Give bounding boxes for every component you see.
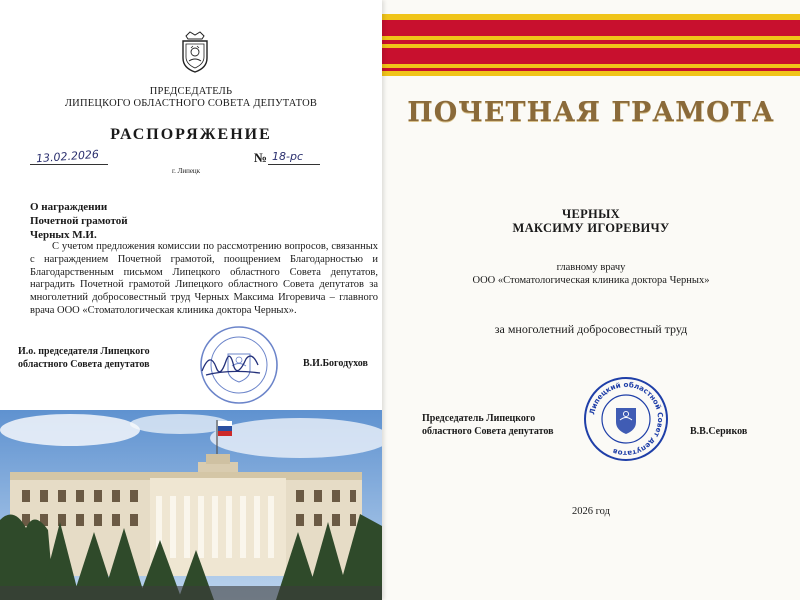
order-city: г. Липецк — [172, 167, 201, 175]
order-signer-role — [18, 345, 150, 371]
building-photo — [0, 410, 382, 600]
signer-role-line: Председатель Липецкого — [422, 413, 536, 424]
recipient-surname: ЧЕРНЫХ — [562, 207, 620, 221]
recipient-given-names: МАКСИМУ ИГОРЕВИЧУ — [512, 221, 670, 235]
order-title: РАСПОРЯЖЕНИЕ — [110, 126, 272, 143]
seal-text: Липецкий областной Совет депутатов — [587, 379, 666, 459]
number-sign: № — [254, 150, 268, 165]
signer-role-line: областного Совета депутатов — [18, 359, 150, 370]
certificate-signer-role — [422, 412, 554, 438]
certificate-signer-name: В.В.Сериков — [690, 426, 748, 437]
signer-role-line: И.о. председателя Липецкого — [18, 346, 150, 357]
subject-line: Черных М.И. — [30, 229, 97, 241]
award-reason: за многолетний добросовестный труд — [494, 322, 688, 336]
certificate-year: 2026 год — [572, 506, 610, 517]
signer-role-line: областного Совета депутатов — [422, 426, 554, 437]
chair-title-line1: ПРЕДСЕДАТЕЛЬ — [149, 86, 233, 97]
order-document — [0, 0, 382, 600]
recipient-position: главному врачу — [556, 262, 626, 273]
number-underline — [268, 164, 320, 165]
chair-title-line2: ЛИПЕЦКОГО ОБЛАСТНОГО СОВЕТА ДЕПУТАТОВ — [64, 98, 318, 109]
order-body: С учетом предложения комиссии по рассмотрению вопросов, связанных с награждением Почетной грамотой, поощрением Благодарностью и Благодарственным письмом Липецкого областного Совета депутатов, наградить Почетной грамотой Липецкого областного Совета депутатов за многолетний добросовестный труд Черных Максима Игоревича – главного врача ООО «Стоматологическая клиника доктора Черных». — [30, 241, 378, 316]
recipient-organization: ООО «Стоматологическая клиника доктора Черных» — [472, 275, 710, 286]
official-seal-icon — [583, 376, 669, 462]
signature-icon — [196, 345, 266, 385]
order-date: 13.02.2026 — [35, 147, 100, 166]
order-number: 18-рс — [272, 150, 303, 163]
certificate-title: ПОЧЕТНАЯ ГРАМОТА — [407, 97, 775, 128]
tricolor-ribbon — [382, 14, 800, 76]
subject-line: О награждении — [30, 201, 108, 213]
order-signer-name: В.И.Богодухов — [303, 358, 368, 369]
lipetsk-coat-of-arms-icon — [178, 30, 212, 74]
order-subject — [30, 200, 128, 242]
date-underline — [30, 164, 108, 165]
certificate — [382, 0, 800, 600]
subject-line: Почетной грамотой — [30, 215, 128, 227]
